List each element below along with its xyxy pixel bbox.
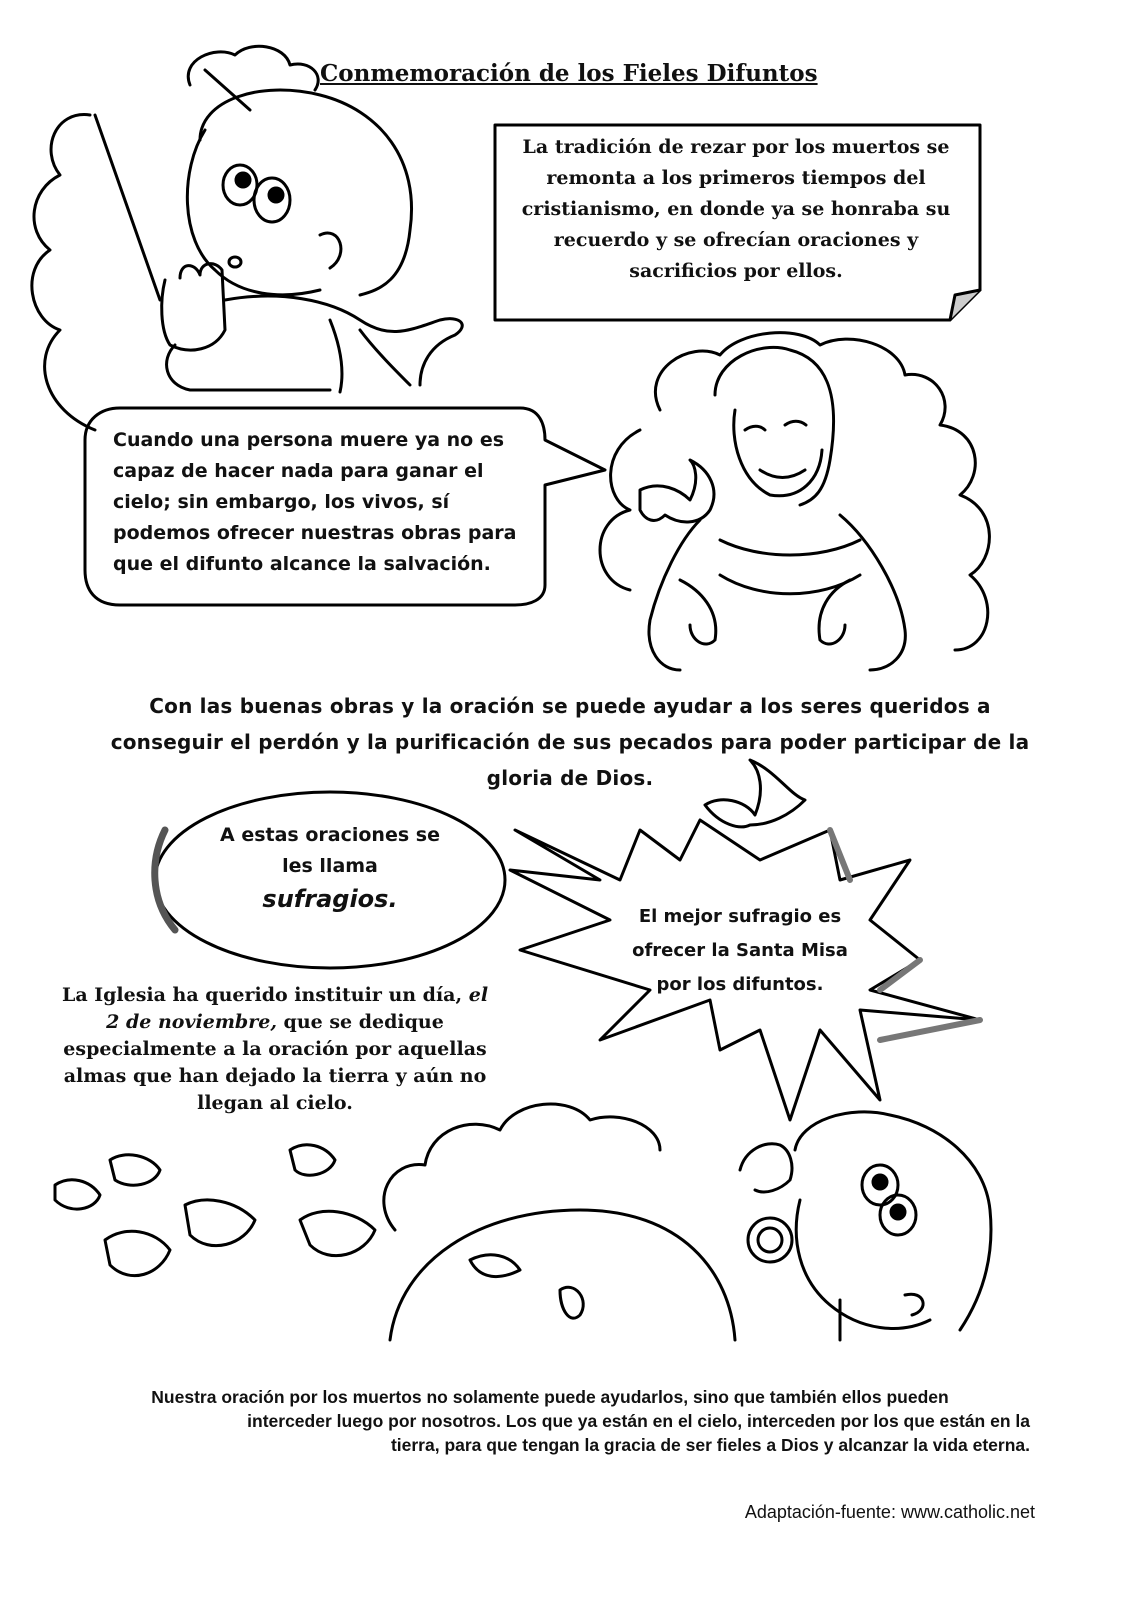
oval-line: A estas oraciones se — [220, 824, 440, 846]
cloud-bottom — [384, 1104, 660, 1230]
speech-line: Cuando una persona muere ya no es — [113, 429, 505, 451]
iglesia-text: que se dedique especialmente a la oración por aquellas almas que han dejado la tierra y aún no llegan al cielo. — [63, 1011, 487, 1114]
intro-line: cristianismo, en donde ya se honraba su — [521, 198, 951, 220]
closing-line: Nuestra oración por los muertos no solamente puede ayudarlos, sino que también ellos pueden — [151, 1387, 949, 1407]
star-bubble — [600, 900, 880, 1002]
angel-figure — [162, 90, 463, 392]
speech-line: capaz de hacer nada para ganar el — [113, 460, 484, 482]
cloud-left — [32, 115, 95, 430]
dove-1 — [640, 460, 714, 522]
good-works-line: gloria de Dios. — [486, 766, 654, 790]
globe — [390, 1210, 735, 1340]
iglesia-text: La Iglesia ha querido instituir un día, — [61, 984, 469, 1006]
oval-line: les llama — [282, 855, 378, 877]
speech-line: podemos ofrecer nuestras obras para — [113, 522, 517, 544]
closing-line: tierra, para que tengan la gracia de ser fieles a Dios y alcanzar la vida eterna. — [390, 1435, 1030, 1455]
speech-line: cielo; sin embargo, los vivos, sí — [113, 491, 450, 513]
closing-paragraph — [70, 1385, 1030, 1457]
intro-line: remonta a los primeros tiempos del — [546, 167, 926, 189]
speech-bubble — [113, 425, 553, 580]
jesus-figure — [649, 347, 905, 670]
intro-box — [505, 132, 967, 287]
page-title: Conmemoración de los Fieles Difuntos — [320, 60, 818, 87]
angel-wing — [95, 115, 160, 300]
star-line: El mejor sufragio es — [638, 906, 842, 927]
intro-line: recuerdo y se ofrecían oraciones y — [553, 229, 919, 251]
source-credit: Adaptación-fuente: www.catholic.net — [744, 1502, 1035, 1522]
speech-line: que el difunto alcance la salvación. — [113, 553, 491, 575]
cloud-top — [188, 46, 318, 90]
child-figure — [740, 1112, 991, 1340]
good-works-line: Con las buenas obras y la oración se puede ayudar a los seres queridos a — [149, 694, 991, 718]
intro-line: La tradición de rezar por los muertos se — [522, 136, 950, 158]
sufragios-term: sufragios. — [262, 885, 398, 913]
intro-line: sacrificios por ellos. — [629, 260, 843, 282]
star-line: por los difuntos. — [656, 974, 824, 995]
angel-wing-top — [205, 70, 250, 110]
good-works-text — [110, 688, 1030, 796]
iglesia-date: el 2 de noviembre, — [106, 984, 489, 1033]
iglesia-paragraph — [55, 982, 495, 1117]
dove-flock — [55, 1145, 375, 1276]
closing-line: interceder luego por nosotros. Los que ya están en el cielo, interceden por los que están en la — [247, 1411, 1030, 1431]
good-works-line: conseguir el perdón y la purificación de sus pecados para poder participar de la — [110, 730, 1030, 754]
oval-bubble — [175, 820, 485, 915]
star-line: ofrecer la Santa Misa — [632, 940, 848, 961]
